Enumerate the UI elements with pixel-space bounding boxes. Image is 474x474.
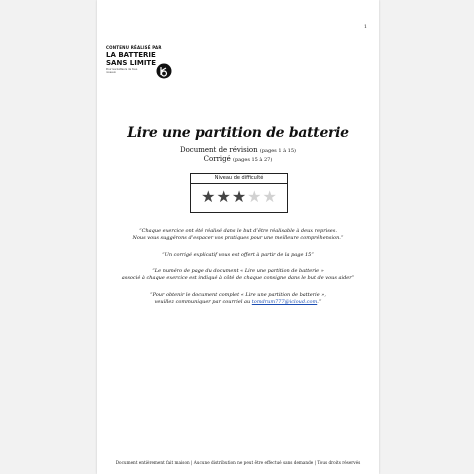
paragraph-line: Nous vous suggérons d’espacer vos pratiques pour une meilleure compréhension.” — [132, 235, 344, 241]
paragraph-corrige — [107, 252, 369, 259]
paragraph-repetition — [107, 228, 369, 242]
contact-suffix: .” — [317, 299, 322, 305]
paragraph-line: “Chaque exercice ont été réalisé dans le but d’être réalisable à deux reprises. — [139, 228, 337, 234]
contact-prefix: veuillez communiquer par courriel au — [154, 299, 252, 305]
paragraph-line: associé à chaque exercice est indiqué à côté de chaque consigne dans le but de vous aider” — [121, 275, 355, 281]
revision-pages: (pages 1 à 15) — [259, 148, 296, 154]
paragraph-line: “Un corrigé explicatif vous est offert à partir de la page 15” — [162, 252, 314, 258]
star-empty-icon: ★ — [262, 187, 277, 206]
star-filled-icon: ★ — [216, 187, 231, 206]
logo-brand-name: LA BATTERIE SANS LIMITE — [106, 51, 156, 67]
difficulty-rating — [190, 173, 288, 213]
document-page — [97, 0, 379, 474]
document-title: Lire une partition de batterie — [127, 125, 349, 141]
paragraph-line: “Le numéro de page du document « Lire une partition de batterie » — [152, 268, 324, 274]
logo-tagline: CONTENU RÉALISÉ PAR — [106, 45, 162, 50]
email-link[interactable]: tomdrum777@icloud.com — [251, 299, 318, 305]
page-number: 1 — [363, 24, 367, 30]
paragraph-contact — [107, 292, 369, 306]
page-footer: Document entièrement fait maison | Aucune distribution ne peut être effectué sans demande | Tous droits réservés — [115, 460, 361, 465]
corrige-label: Corrigé — [203, 155, 231, 163]
corrige-line — [97, 155, 379, 165]
difficulty-label: Niveau de difficulté — [191, 174, 287, 184]
star-filled-icon: ★ — [231, 187, 247, 206]
star-filled-icon: ★ — [201, 187, 216, 206]
star-empty-icon: ★ — [247, 187, 262, 206]
brand-logo — [106, 45, 186, 95]
paragraph-page-numbers — [107, 268, 369, 282]
paragraph-line: “Pour obtenir le document complet « Lire une partition de batterie », — [150, 292, 326, 298]
corrige-pages: (pages 15 à 27) — [233, 157, 273, 163]
paragraph-line — [107, 299, 369, 306]
drum-logo-icon — [156, 63, 172, 79]
star-rating — [191, 187, 287, 207]
revision-label: Document de révision — [179, 146, 258, 154]
logo-subtext: Pour les batteurs de tous niveaux — [106, 68, 138, 74]
